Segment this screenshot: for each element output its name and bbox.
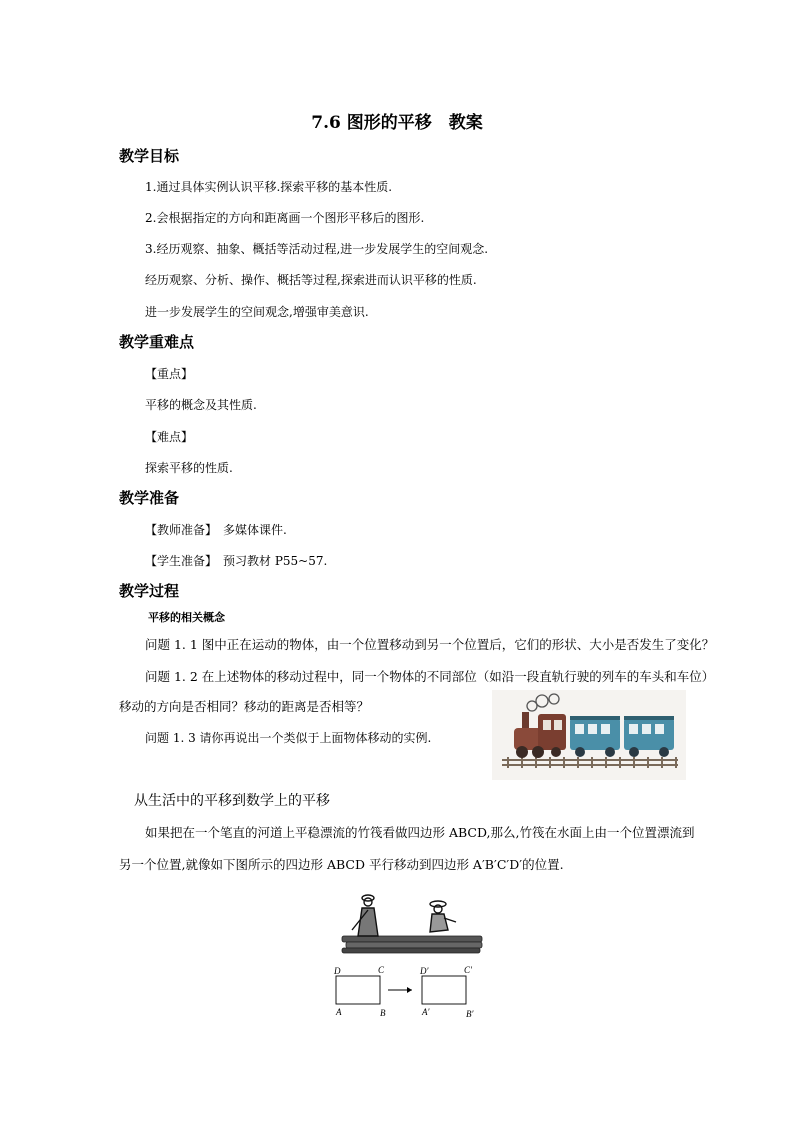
teacher-prep: 【教师准备】 多媒体课件.	[145, 523, 287, 537]
goal-item-4: 经历观察、分析、操作、概括等过程,探索进而认识平移的性质.	[145, 273, 477, 287]
key-label: 【重点】	[145, 367, 194, 381]
label-c: C	[378, 965, 385, 975]
key-text: 平移的概念及其性质.	[145, 398, 257, 412]
label-d-prime: D′	[420, 966, 429, 976]
label-b: B	[380, 1008, 386, 1018]
question-1-2-cont: 移动的方向是否相同？移动的距离是否相等？	[119, 699, 370, 714]
heading-prep: 教学准备	[119, 489, 180, 507]
label-a: A	[336, 1007, 342, 1017]
student-prep: 【学生准备】 预习教材 P55~57.	[145, 554, 328, 568]
train-icon	[492, 690, 686, 780]
difficult-label: 【难点】	[145, 430, 194, 444]
label-a-prime: A′	[422, 1007, 430, 1017]
heading-section-2: 从生活中的平移到数学上的平移	[134, 793, 330, 809]
goal-item-2: 2.会根据指定的方向和距离画一个图形平移后的图形.	[145, 211, 425, 225]
heading-process: 教学过程	[119, 582, 180, 600]
label-c-prime: C′	[464, 965, 472, 975]
goal-item-1: 1.通过具体实例认识平移.探索平移的基本性质.	[145, 180, 393, 194]
quadrilateral-abcd-prime	[422, 976, 466, 1004]
raft-icon	[340, 890, 490, 960]
question-1-3: 问题 1. 3 请你再说出一个类似于上面物体移动的实例.	[145, 731, 432, 745]
quadrilateral-diagram	[330, 960, 480, 1020]
raft-translation-figure	[330, 890, 480, 1020]
quadrilateral-abcd	[336, 976, 380, 1004]
question-1-1: 问题 1. 1 图中正在运动的物体，由一个位置移动到另一个位置后，它们的形状、大小是否发生了变化？	[145, 637, 715, 652]
train-illustration	[492, 690, 686, 780]
page-title: 7.6 图形的平移 教案	[311, 113, 483, 133]
label-d: D	[334, 966, 341, 976]
heading-goals: 教学目标	[119, 147, 180, 165]
goal-item-3: 3.经历观察、抽象、概括等活动过程,进一步发展学生的空间观念.	[145, 242, 489, 256]
difficult-text: 探索平移的性质.	[145, 461, 233, 475]
paragraph-1-line-2: 另一个位置,就像如下图所示的四边形 ABCD 平行移动到四边形 A′B′C′D′的位置.	[119, 857, 564, 872]
subheading-concept: 平移的相关概念	[148, 611, 225, 624]
label-b-prime: B′	[466, 1009, 474, 1019]
question-1-2: 问题 1. 2 在上述物体的移动过程中，同一个物体的不同部位（如沿一段直轨行驶的列车的车头和车位）	[145, 669, 715, 684]
paragraph-1-line-1: 如果把在一个笔直的河道上平稳漂流的竹筏看做四边形 ABCD,那么,竹筏在水面上由一个位置漂流到	[145, 825, 695, 840]
goal-item-5: 进一步发展学生的空间观念,增强审美意识.	[145, 305, 369, 319]
heading-key-points: 教学重难点	[119, 333, 195, 351]
